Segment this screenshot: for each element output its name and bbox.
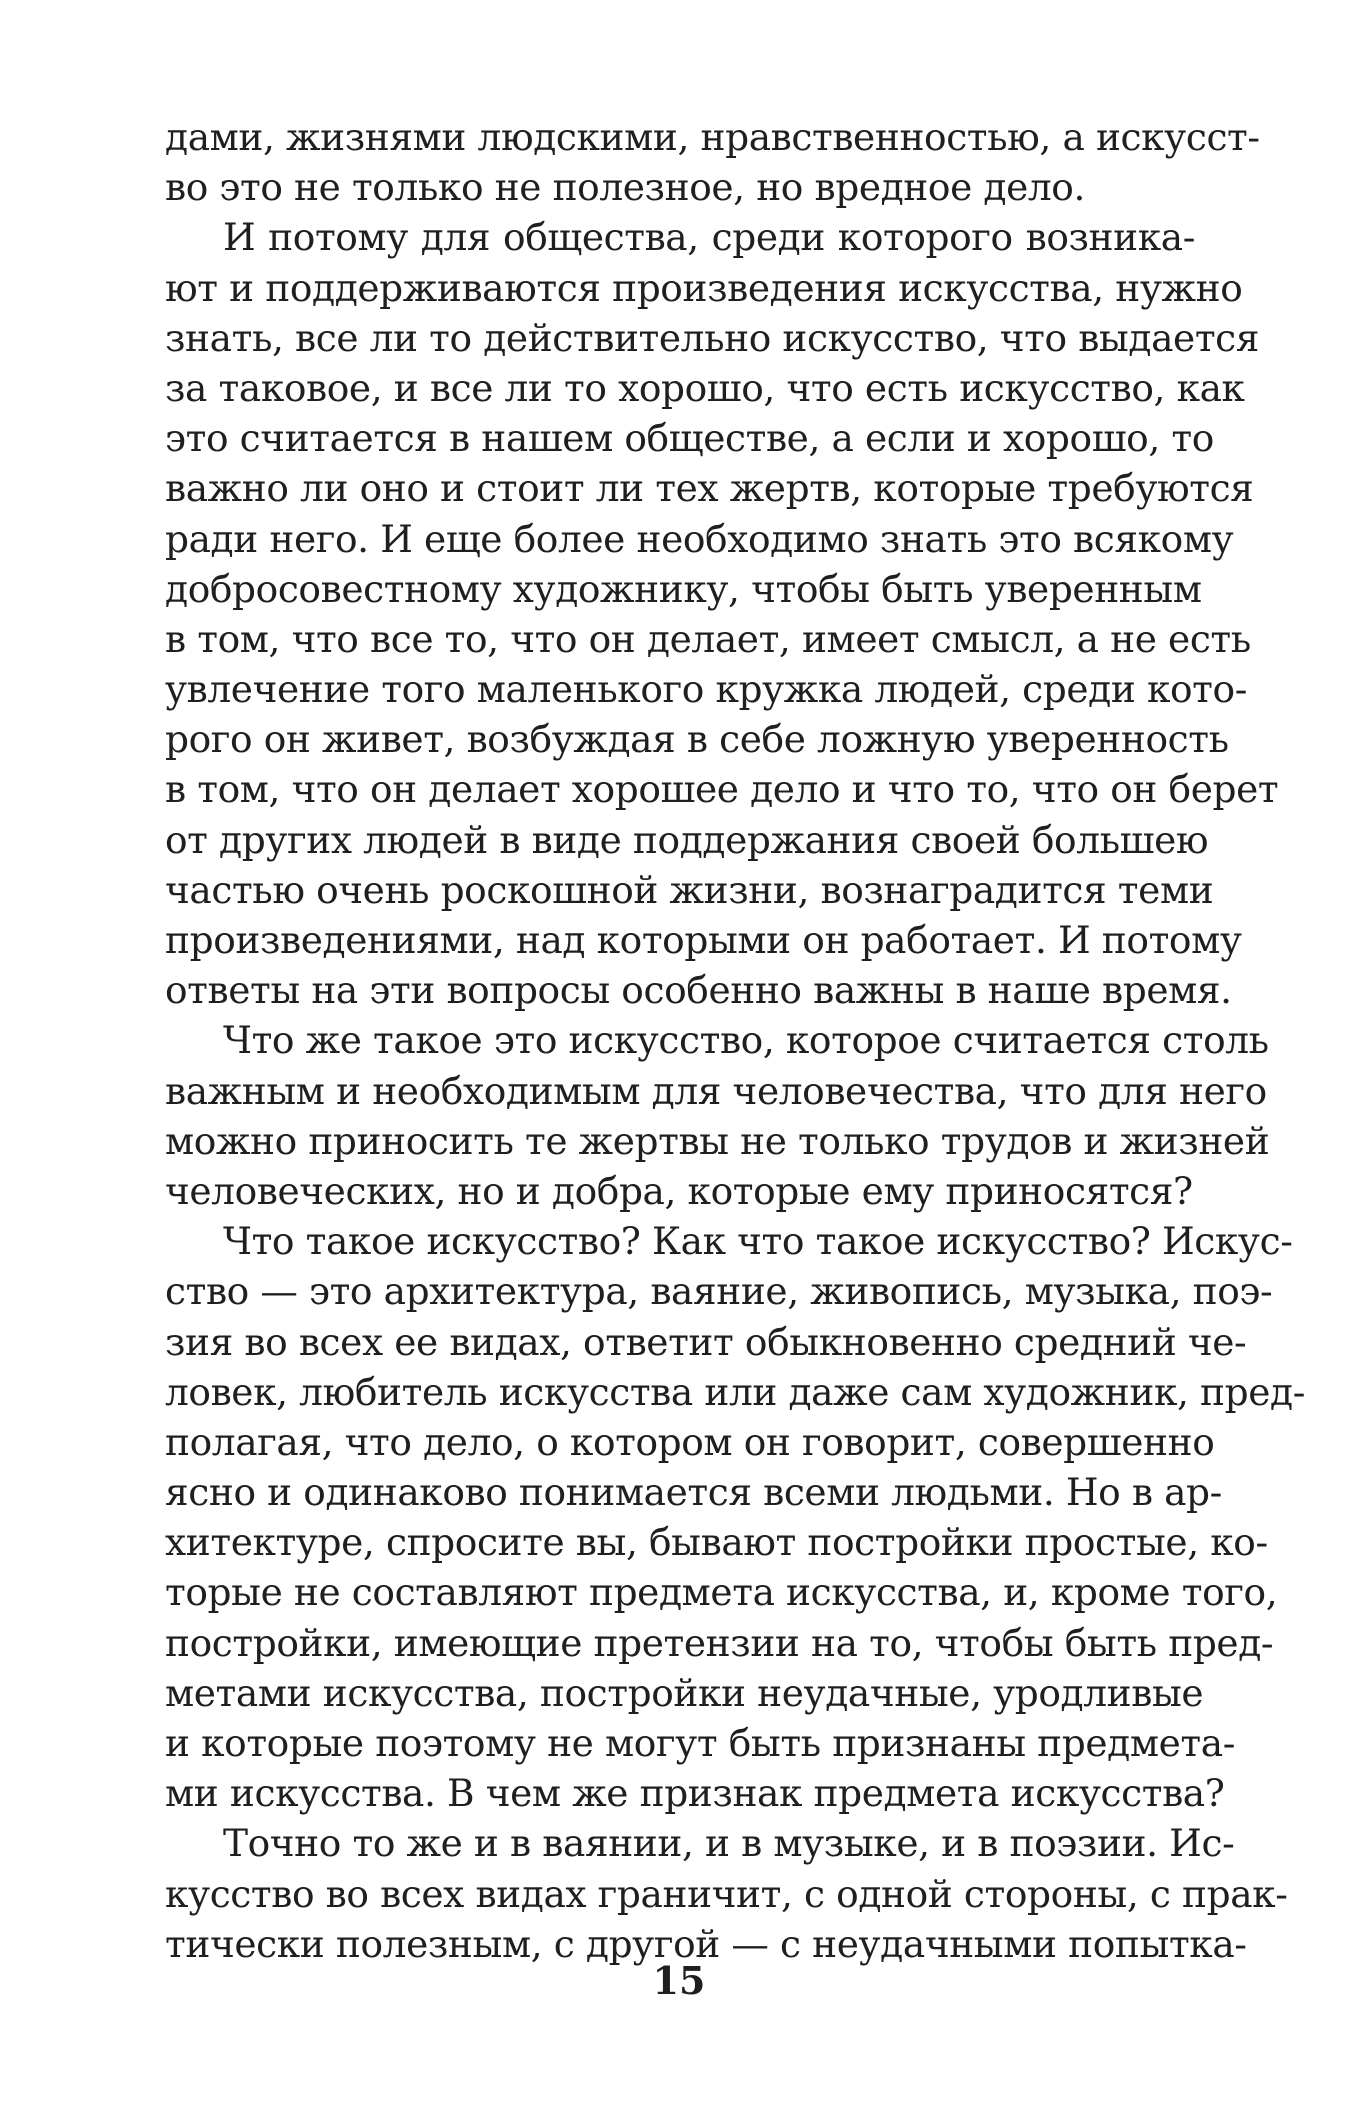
text-line: в том, что все то, что он делает, имеет смысл, а не есть [165, 616, 1251, 661]
text-line: и которые поэтому не могут быть признаны предмета- [165, 1721, 1235, 1765]
text-line: тически полезным, с другой — с неудачными попытка- [165, 1921, 1247, 1966]
text-line: человеческих, но и добра, которые ему приносятся? [165, 1168, 1193, 1213]
text-line: ми искусства. В чем же признак предмета искусства? [165, 1771, 1225, 1816]
text-line: дами, жизнями людскими, нравственностью, а искусст- [165, 115, 1260, 159]
text-line: кусство во всех видах граничит, с одной стороны, с прак- [165, 1871, 1288, 1916]
paragraph-2 [165, 212, 1279, 1015]
text-line: во это не только не полезное, но вредное дело. [165, 165, 1085, 210]
text-line: метами искусства, постройки неудачные, уродливые [165, 1670, 1204, 1715]
text-line: важно ли оно и стоит ли тех жертв, которые требуются [165, 466, 1254, 511]
text-line: важным и необходимым для человечества, что для него [165, 1068, 1267, 1113]
text-line: рого он живет, возбуждая в себе ложную уверенность [165, 717, 1229, 762]
text-line: постройки, имеющие претензии на то, чтобы быть пред- [165, 1620, 1274, 1665]
text-line: увлечение того маленького кружка людей, среди кото- [165, 667, 1247, 712]
text-line: ради него. И еще более необходимо знать это всякому [165, 516, 1234, 561]
text-line: полагая, что дело, о котором он говорит, совершенно [165, 1419, 1215, 1464]
text-line: ясно и одинаково понимается всеми людьми. Но в ар- [165, 1470, 1222, 1515]
paragraph-1 [165, 112, 1260, 212]
text-line: от других людей в виде поддержания своей большею [165, 817, 1209, 862]
text-line: частью очень роскошной жизни, вознаградится теми [165, 867, 1214, 912]
text-line: добросовестному художнику, чтобы быть уверенным [165, 566, 1202, 611]
text-line: Что же такое это искусство, которое считается столь [223, 1018, 1269, 1063]
text-line: за таковое, и все ли то хорошо, что есть искусство, как [165, 365, 1245, 410]
text-line: это считается в нашем обществе, а если и хорошо, то [165, 416, 1214, 461]
text-line: И потому для общества, среди которого возника- [223, 215, 1195, 260]
paragraph-3 [165, 1015, 1270, 1216]
text-line: можно приносить те жертвы не только трудов и жизней [165, 1118, 1270, 1163]
text-line: произведениями, над которыми он работает. И потому [165, 918, 1242, 962]
text-line: ловек, любитель искусства или даже сам художник, пред- [165, 1369, 1305, 1414]
text-line: в том, что он делает хорошее дело и что то, что он берет [165, 767, 1279, 812]
text-line: торые не составляют предмета искусства, и, кроме того, [165, 1570, 1278, 1615]
text-line: Что такое искусство? Как что такое искусство? Искус- [223, 1219, 1293, 1264]
page-number: 15 [652, 1958, 706, 2003]
text-line: Точно то же и в ваянии, и в музыке, и в поэзии. Ис- [223, 1821, 1235, 1866]
text-line: хитектуре, спросите вы, бывают постройки простые, ко- [165, 1520, 1268, 1565]
paragraph-5 [165, 1818, 1288, 1969]
text-line: ответы на эти вопросы особенно важны в наше время. [165, 968, 1232, 1013]
text-line: знать, все ли то действительно искусство, что выдается [165, 315, 1260, 360]
text-line: ют и поддерживаются произведения искусства, нужно [165, 265, 1243, 310]
body-text [165, 112, 1305, 1969]
paragraph-4 [165, 1216, 1305, 1818]
text-line: ство — это архитектура, ваяние, живопись, музыка, поэ- [165, 1269, 1273, 1314]
text-line: зия во всех ее видах, ответит обыкновенно средний че- [165, 1319, 1247, 1364]
